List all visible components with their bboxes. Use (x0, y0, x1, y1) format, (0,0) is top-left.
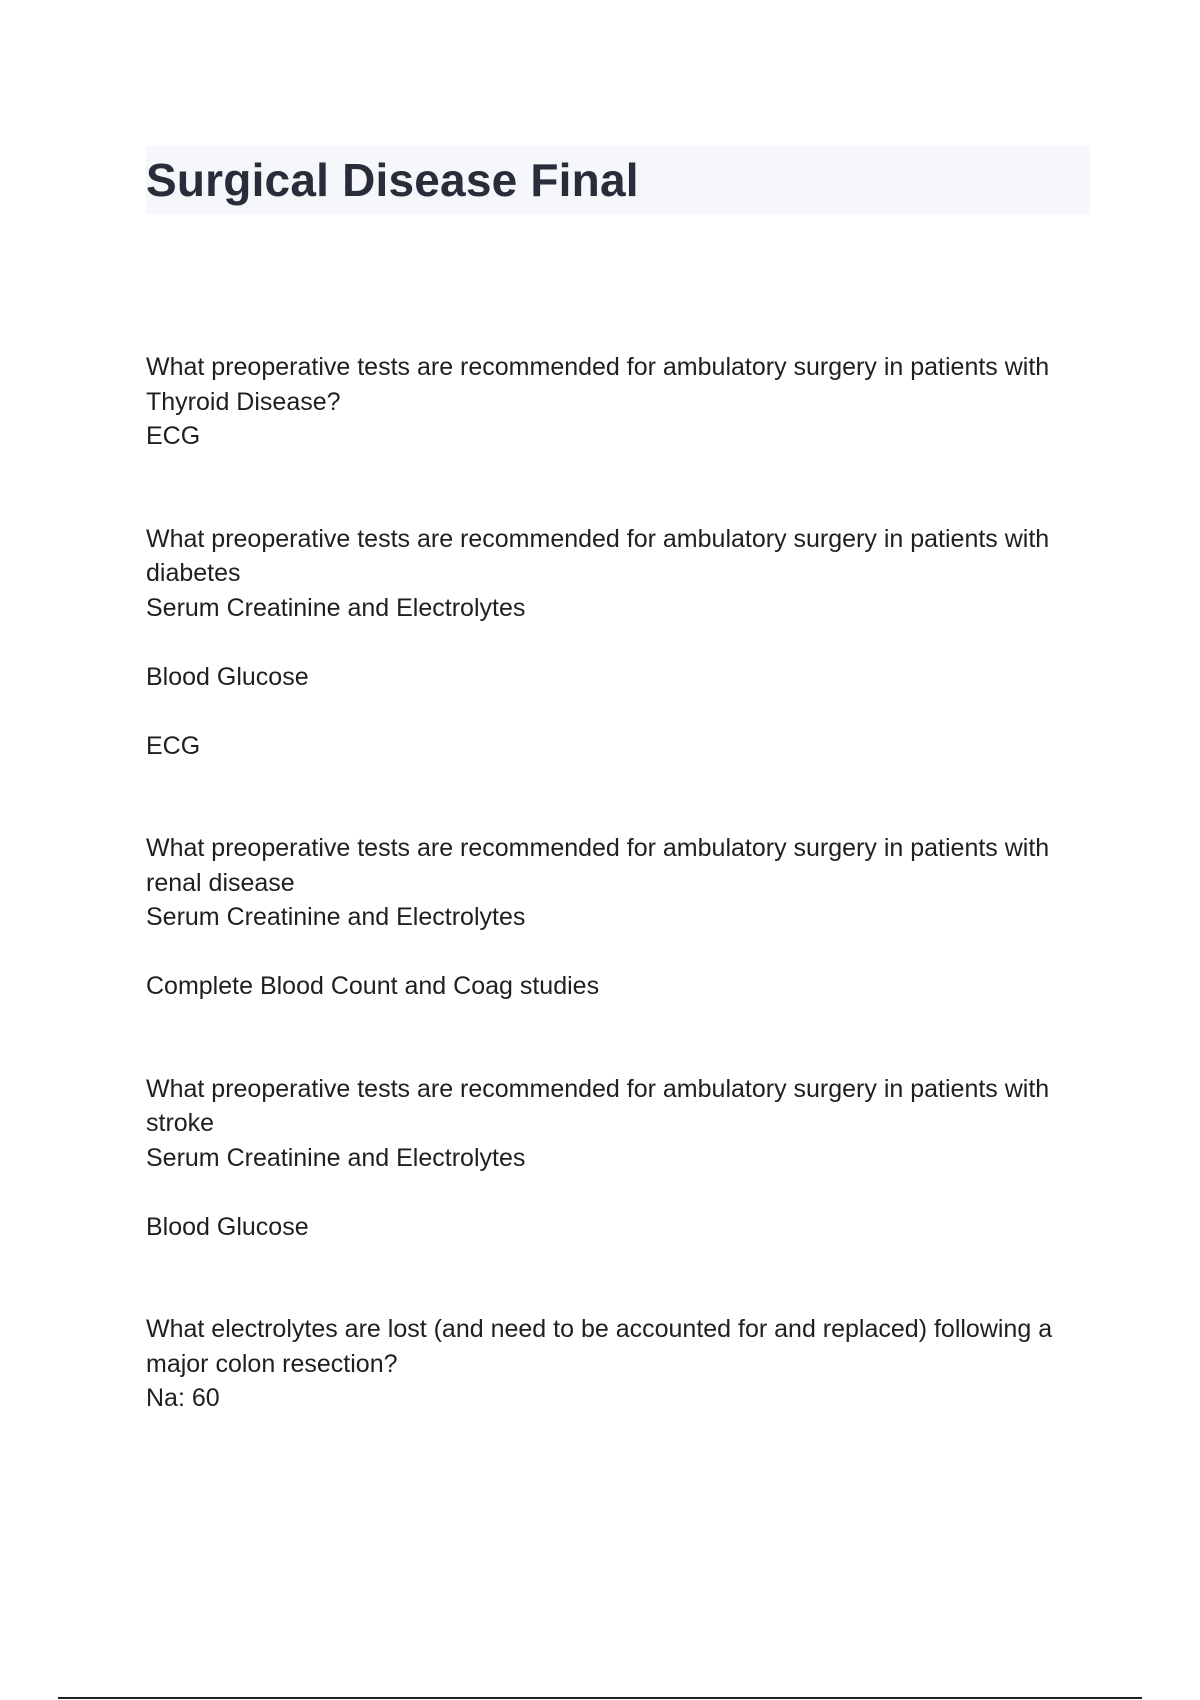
flashcard (146, 831, 1090, 1004)
flashcard (146, 1312, 1090, 1416)
flashcard-answer: ECG (146, 422, 201, 450)
flashcard-question: What preoperative tests are recommended for ambulatory surgery in patients with diabetes (146, 524, 1050, 587)
flashcard-question: What electrolytes are lost (and need to be accounted for and replaced) following a major colon resection? (146, 1315, 1053, 1378)
answer-spacer (146, 935, 1090, 970)
flashcard-answer: Complete Blood Count and Coag studies (146, 972, 600, 1000)
answer-spacer (146, 694, 1090, 729)
flashcard-answer: Blood Glucose (146, 662, 309, 691)
flashcard-question: What preoperative tests are recommended for ambulatory surgery in patients with stroke (146, 1074, 1050, 1137)
flashcard-answer: Serum Creatinine and Electrolytes (146, 1143, 526, 1172)
document-title: Surgical Disease Final (146, 154, 639, 206)
answer-spacer (146, 1175, 1090, 1210)
flashcard-answer: Blood Glucose (146, 1212, 309, 1241)
answer-spacer (146, 625, 1090, 660)
flashcard-answer: ECG (146, 731, 201, 760)
flashcard-question: What preoperative tests are recommended for ambulatory surgery in patients with Thyroid Disease? (146, 353, 1050, 416)
flashcard-answer: Serum Creatinine and Electrolytes (146, 593, 526, 622)
flashcard-answer: Serum Creatinine and Electrolytes (146, 903, 526, 931)
flashcard (146, 522, 1090, 764)
flashcard (146, 350, 1090, 454)
page-bottom-divider (58, 1697, 1142, 1699)
flashcard-question: What preoperative tests are recommended for ambulatory surgery in patients with renal disease (146, 834, 1050, 897)
flashcard-list (146, 350, 1090, 1484)
flashcard (146, 1072, 1090, 1245)
flashcard-answer: Na: 60 (146, 1384, 220, 1412)
